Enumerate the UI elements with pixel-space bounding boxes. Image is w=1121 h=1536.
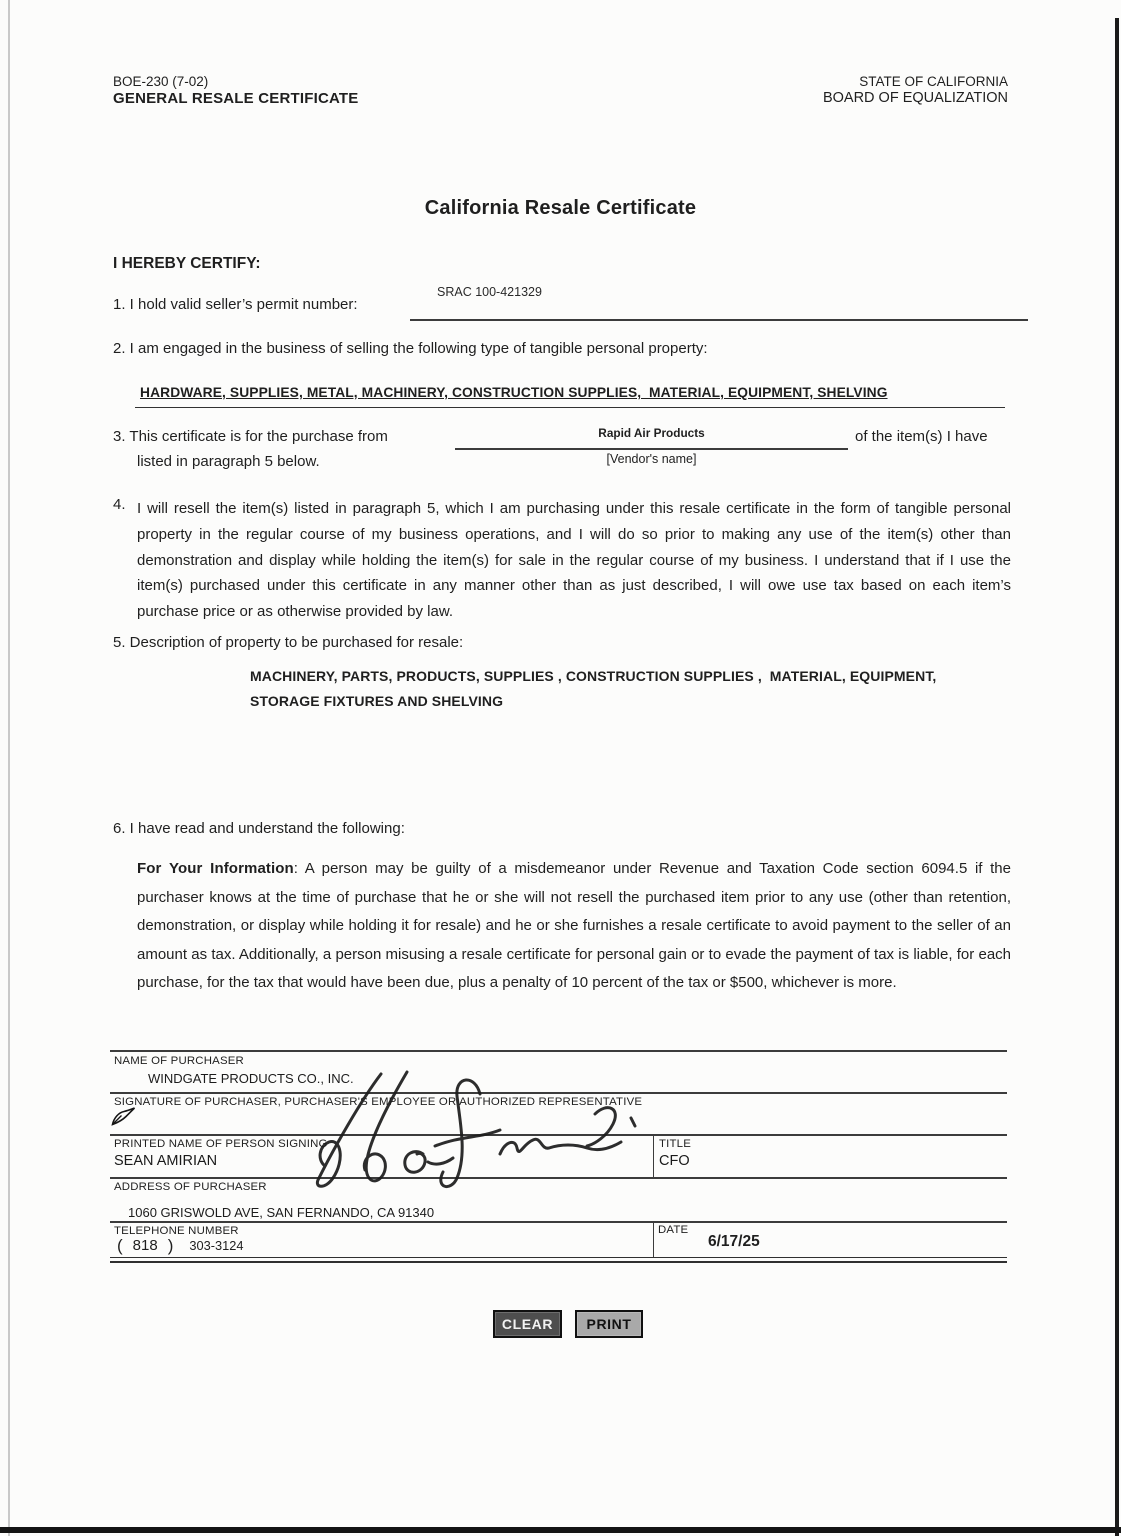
printed-name-label: PRINTED NAME OF PERSON SIGNING (114, 1138, 328, 1150)
agency-state-line: STATE OF CALIFORNIA (859, 74, 1008, 89)
item3-label-end: of the item(s) I have (855, 428, 988, 445)
table-bottom-line-1 (110, 1257, 1007, 1258)
phone-open-paren: ( (117, 1236, 123, 1255)
item4-number: 4. (113, 496, 126, 513)
item5-label: 5. Description of property to be purchased for resale: (113, 634, 464, 651)
name-of-purchaser-label: NAME OF PURCHASER (114, 1055, 244, 1067)
telephone-label: TELEPHONE NUMBER (114, 1225, 239, 1237)
fyi-lead: For Your Information (137, 860, 294, 877)
fyi-text: : A person may be guilty of a misdemeanor under Revenue and Taxation Code section 6094.5 if the purchaser knows at the time of purchase that he or she will not resell the purchased item prior to any use (other than retention, demonstration, or display while holding it for resale) and he or she furnishes a resale certificate to avoid payment to the seller of an amount as tax. Additionally, a person misusing a resale certificate for personal gain or to evade the payment of tax is liable, for each purchase, for the tax that would have been due, plus a penalty of 10 percent of the tax or $500, whichever is more. (137, 860, 1011, 992)
name-of-purchaser-field[interactable]: WINDGATE PRODUCTS CO., INC. (148, 1071, 354, 1086)
seller-permit-underline (410, 319, 1028, 321)
date-field[interactable]: 6/17/25 (708, 1233, 760, 1250)
form-number: BOE-230 (7-02) (113, 74, 209, 89)
phone-area-code: 818 (132, 1237, 158, 1254)
vendor-underline (455, 448, 848, 450)
resale-description-field-line2[interactable]: STORAGE FIXTURES AND SHELVING (250, 693, 504, 709)
table-line-5 (110, 1221, 1007, 1223)
table-line-top (110, 1050, 1007, 1052)
date-label: DATE (658, 1224, 689, 1236)
agency-board-line: BOARD OF EQUALIZATION (822, 90, 1008, 106)
printed-name-field[interactable]: SEAN AMIRIAN (114, 1153, 218, 1169)
title-label: TITLE (659, 1138, 692, 1150)
signature-field[interactable] (295, 1066, 643, 1199)
table-bottom-line-2 (110, 1261, 1007, 1263)
clear-button[interactable]: CLEAR (493, 1310, 562, 1338)
item2-label: 2. I am engaged in the business of selling the following type of tangible personal property: (113, 340, 708, 357)
scan-right-edge (1115, 18, 1119, 1536)
property-type-field[interactable]: HARDWARE, SUPPLIES, METAL, MACHINERY, CONSTRUCTION SUPPLIES, MATERIAL, EQUIPMENT, SHELVING (140, 385, 888, 400)
title-field[interactable]: CFO (659, 1153, 690, 1169)
address-field[interactable]: 1060 GRISWOLD AVE, SAN FERNANDO, CA 91340 (128, 1205, 435, 1220)
title-column-divider (653, 1134, 654, 1178)
fyi-paragraph (137, 855, 1011, 998)
scan-left-edge (8, 0, 10, 1536)
phone-close-paren: ) (167, 1236, 174, 1255)
telephone-field[interactable] (117, 1236, 243, 1256)
signature-label: SIGNATURE OF PURCHASER, PURCHASER'S EMPLOYEE OR AUTHORIZED REPRESENTATIVE (114, 1096, 643, 1108)
item1-label: 1. I hold valid seller’s permit number: (113, 296, 358, 313)
vendor-name-field[interactable]: Rapid Air Products (598, 426, 705, 440)
resale-description-field-line1[interactable]: MACHINERY, PARTS, PRODUCTS, SUPPLIES , CONSTRUCTION SUPPLIES , MATERIAL, EQUIPMENT, (250, 668, 937, 684)
seller-permit-number-field[interactable]: SRAC 100-421329 (437, 285, 542, 299)
item6-label: 6. I have read and understand the following: (113, 820, 405, 837)
phone-number: 303-3124 (189, 1238, 244, 1253)
pen-signature-icon (111, 1107, 137, 1134)
certify-heading: I HEREBY CERTIFY: (113, 255, 261, 272)
vendor-caption: [Vendor's name] (606, 452, 697, 466)
print-button[interactable]: PRINT (575, 1310, 643, 1338)
form-name: GENERAL RESALE CERTIFICATE (113, 90, 359, 107)
item3-label-line2: listed in paragraph 5 below. (137, 453, 320, 470)
scan-bottom-edge (0, 1527, 1121, 1533)
item4-paragraph: I will resell the item(s) listed in paragraph 5, which I am purchasing under this resale certificate in the form of tangible personal property in the regular course of my business operations, and I will do so prior to making any use of the item(s) other than demonstration and display while holding the item(s) for sale in the regular course of my business. I understand that if I use the item(s) purchased under this certificate in any manner other than as just described, I will owe use tax based on each item’s purchase price or as otherwise provided by law. (137, 500, 1011, 621)
item3-label-start: 3. This certificate is for the purchase from (113, 428, 388, 445)
address-label: ADDRESS OF PURCHASER (114, 1181, 267, 1193)
page-title: California Resale Certificate (424, 197, 697, 219)
date-column-divider (653, 1221, 654, 1258)
